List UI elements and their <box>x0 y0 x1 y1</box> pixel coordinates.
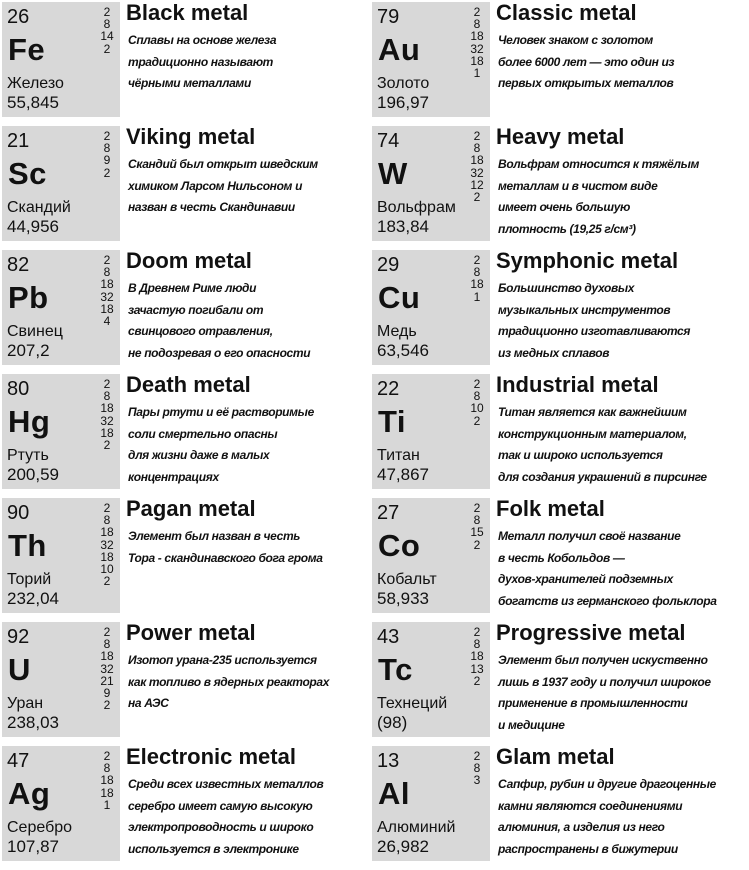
description-line: более 6000 лет — это один из <box>498 54 675 69</box>
atomic-mass: 238,03 <box>7 713 59 732</box>
description-line: Титан является как важнейшим <box>498 405 687 419</box>
shell-value: 2 <box>473 190 481 205</box>
shell-value: 8 <box>473 637 481 652</box>
element-name: Уран <box>7 695 44 712</box>
genre-title: Power metal <box>126 620 256 645</box>
atomic-number: 92 <box>7 626 30 648</box>
description-line: так и широко используется <box>498 448 663 462</box>
shell-value: 2 <box>103 377 111 391</box>
element-tile <box>2 126 120 241</box>
shell-value: 2 <box>473 5 481 19</box>
element-symbol: Fe <box>8 32 46 67</box>
electron-shells <box>468 254 486 303</box>
description-line: распространены в бижутерии <box>498 841 678 856</box>
electron-shells <box>98 6 116 55</box>
shell-value: 2 <box>103 5 111 19</box>
entry-power-metal <box>2 622 374 746</box>
element-symbol: Hg <box>8 404 51 439</box>
genre-title: Electronic metal <box>126 744 296 769</box>
shell-value: 8 <box>103 637 111 652</box>
electron-shells <box>468 750 486 787</box>
element-name: Медь <box>377 323 417 340</box>
electron-shells <box>468 502 486 551</box>
shell-value: 1 <box>473 66 481 81</box>
genre-description <box>128 526 323 569</box>
genre-description <box>498 154 699 240</box>
genre-title: Pagan metal <box>126 496 256 521</box>
atomic-mass: 232,04 <box>7 589 59 608</box>
element-name: Золото <box>377 75 430 92</box>
atomic-number: 82 <box>7 254 30 276</box>
atomic-number: 47 <box>7 750 30 772</box>
shell-value: 18 <box>470 53 484 68</box>
shell-value: 2 <box>103 749 111 763</box>
shell-value: 18 <box>470 29 484 44</box>
entry-viking-metal <box>2 126 374 250</box>
genre-title: Heavy metal <box>496 124 625 149</box>
shell-value: 9 <box>103 686 111 701</box>
description-line: Металл получил своё название <box>498 529 681 543</box>
shell-value: 1 <box>473 289 481 304</box>
shell-value: 4 <box>103 314 111 329</box>
description-line: первых открытых металлов <box>498 76 674 90</box>
element-name: Ртуть <box>7 447 49 464</box>
shell-value: 18 <box>470 153 484 168</box>
electron-shells <box>98 626 116 711</box>
atomic-number: 80 <box>7 378 30 400</box>
description-line: конструкционным материалом, <box>498 426 687 441</box>
entry-death-metal <box>2 374 374 498</box>
genre-description <box>498 650 711 736</box>
description-line: алюминия, а изделия из него <box>498 820 665 834</box>
genre-title: Classic metal <box>496 0 637 25</box>
shell-value: 8 <box>103 141 111 156</box>
atomic-mass: 55,845 <box>7 93 59 112</box>
shell-value: 1 <box>103 797 111 812</box>
description-line: в честь Кобольдов — <box>498 550 625 565</box>
shell-value: 2 <box>473 253 481 267</box>
shell-value: 8 <box>103 389 111 404</box>
atomic-mass: (98) <box>377 713 408 732</box>
shell-value: 8 <box>103 761 111 776</box>
entry-electronic-metal <box>2 746 374 870</box>
element-tile <box>2 622 120 737</box>
shell-value: 2 <box>103 129 111 143</box>
description-line: Человек знаком с золотом <box>498 33 653 47</box>
electron-shells <box>468 6 486 79</box>
genre-description <box>498 278 690 364</box>
element-name: Серебро <box>7 819 73 836</box>
electron-shells <box>98 378 116 451</box>
shell-value: 8 <box>473 761 481 776</box>
shell-value: 2 <box>103 438 111 453</box>
element-symbol: Ag <box>8 776 51 811</box>
description-line: электропроводность и широко <box>128 820 314 834</box>
description-line: духов-хранителей подземных <box>498 572 673 586</box>
electron-shells <box>468 626 486 687</box>
shell-value: 13 <box>470 661 484 676</box>
genre-title: Black metal <box>126 0 249 25</box>
atomic-number: 43 <box>377 626 400 648</box>
element-symbol: Tc <box>378 652 413 687</box>
description-line: Скандий был открыт шведским <box>128 157 318 171</box>
entry-classic-metal <box>372 2 744 126</box>
entry-glam-metal <box>372 746 744 870</box>
shell-value: 18 <box>470 649 484 664</box>
genre-title: Symphonic metal <box>496 248 679 273</box>
element-symbol: Al <box>378 776 410 811</box>
shell-value: 32 <box>100 537 114 552</box>
description-line: и медицине <box>498 717 565 732</box>
shell-value: 32 <box>100 661 114 676</box>
element-name: Алюминий <box>377 819 456 836</box>
electron-shells <box>98 130 116 179</box>
genre-description <box>498 774 716 860</box>
entry-pagan-metal <box>2 498 374 622</box>
shell-value: 8 <box>473 513 481 528</box>
atomic-number: 74 <box>377 130 400 152</box>
shell-value: 18 <box>100 549 114 564</box>
genre-title: Doom metal <box>126 248 252 273</box>
element-tile <box>2 2 120 117</box>
genre-title: Progressive metal <box>496 620 686 645</box>
electron-shells <box>98 502 116 587</box>
shell-value: 2 <box>473 377 481 391</box>
shell-value: 32 <box>100 289 114 304</box>
shell-value: 32 <box>470 165 484 180</box>
genre-description <box>498 402 707 488</box>
description-line: Большинство духовых <box>498 281 635 295</box>
description-line: Изотоп урана-235 используется <box>128 653 317 667</box>
genre-title: Glam metal <box>496 744 615 769</box>
atomic-number: 26 <box>7 6 30 28</box>
element-symbol: W <box>378 156 408 191</box>
shell-value: 2 <box>103 625 111 639</box>
entry-heavy-metal <box>372 126 744 250</box>
element-tile <box>372 498 490 613</box>
shell-value: 2 <box>473 625 481 639</box>
element-tile <box>2 746 120 861</box>
shell-value: 18 <box>100 649 114 664</box>
element-tile <box>372 2 490 117</box>
atomic-mass: 26,982 <box>377 837 429 856</box>
description-line: Сапфир, рубин и другие драгоценные <box>498 777 716 791</box>
element-tile <box>2 374 120 489</box>
element-name: Титан <box>377 447 420 464</box>
element-name: Свинец <box>7 323 63 340</box>
shell-value: 2 <box>103 165 111 180</box>
description-line: Сплавы на основе железа <box>128 33 277 47</box>
atomic-mass: 183,84 <box>377 217 429 236</box>
entry-doom-metal <box>2 250 374 374</box>
description-line: имеет очень большую <box>498 200 631 214</box>
atomic-number: 79 <box>377 6 400 28</box>
entry-progressive-metal <box>372 622 744 746</box>
element-symbol: Ti <box>378 404 406 439</box>
shell-value: 8 <box>473 389 481 404</box>
element-symbol: Th <box>8 528 47 563</box>
shell-value: 2 <box>473 673 481 688</box>
description-line: Тора - скандинавского бога грома <box>128 550 323 565</box>
description-line: Среди всех известных металлов <box>128 777 324 791</box>
element-name: Железо <box>7 75 64 92</box>
description-line: химиком Ларсом Нильсоном и <box>128 178 303 193</box>
description-line: назван в честь Скандинавии <box>128 200 295 214</box>
shell-value: 18 <box>100 773 114 788</box>
genre-description <box>498 30 674 95</box>
description-line: Элемент был назван в честь <box>128 529 301 543</box>
element-name: Скандий <box>7 199 71 216</box>
atomic-mass: 58,933 <box>377 589 429 608</box>
shell-value: 21 <box>100 673 114 688</box>
shell-value: 18 <box>100 277 114 292</box>
shell-value: 18 <box>100 785 114 800</box>
element-name: Кобальт <box>377 571 437 588</box>
element-tile <box>372 746 490 861</box>
description-line: Элемент был получен искуственно <box>498 653 708 667</box>
genre-description <box>128 650 329 715</box>
element-symbol: Co <box>378 528 421 563</box>
shell-value: 14 <box>100 29 114 44</box>
description-line: серебро имеет самую высокую <box>128 798 313 813</box>
description-line: свинцового отравления, <box>128 324 273 338</box>
description-line: металлам и в чистом виде <box>498 178 658 193</box>
shell-value: 9 <box>103 153 111 168</box>
shell-value: 2 <box>473 537 481 552</box>
atomic-mass: 207,2 <box>7 341 50 360</box>
shell-value: 2 <box>103 41 111 56</box>
genre-description <box>498 526 717 612</box>
genre-title: Industrial metal <box>496 372 659 397</box>
genre-title: Viking metal <box>126 124 256 149</box>
description-line: применение в промышленности <box>498 696 688 710</box>
description-line: концентрациях <box>128 469 219 484</box>
genre-title: Folk metal <box>496 496 605 521</box>
genre-title: Death metal <box>126 372 251 397</box>
element-tile <box>372 126 490 241</box>
atomic-mass: 44,956 <box>7 217 59 236</box>
atomic-number: 22 <box>377 378 400 400</box>
shell-value: 2 <box>103 698 111 713</box>
genre-description <box>128 154 318 219</box>
element-tile <box>2 498 120 613</box>
atomic-number: 90 <box>7 502 30 524</box>
description-line: Вольфрам относится к тяжёлым <box>498 157 700 171</box>
atomic-mass: 63,546 <box>377 341 429 360</box>
description-line: не подозревая о его опасности <box>128 345 311 360</box>
element-symbol: U <box>8 652 31 687</box>
atomic-number: 29 <box>377 254 400 276</box>
shell-value: 2 <box>103 253 111 267</box>
element-tile <box>2 250 120 365</box>
description-line: традиционно называют <box>128 54 273 69</box>
entry-folk-metal <box>372 498 744 622</box>
shell-value: 18 <box>100 301 114 316</box>
atomic-mass: 200,59 <box>7 465 59 484</box>
electron-shells <box>468 378 486 427</box>
shell-value: 2 <box>103 501 111 515</box>
electron-shells <box>98 750 116 811</box>
shell-value: 2 <box>473 749 481 763</box>
entry-industrial-metal <box>372 374 744 498</box>
atomic-number: 27 <box>377 502 400 524</box>
shell-value: 2 <box>103 574 111 589</box>
atomic-number: 21 <box>7 130 30 152</box>
electron-shells <box>468 130 486 203</box>
description-line: лишь в 1937 году и получил широкое <box>498 674 711 689</box>
entry-symphonic-metal <box>372 250 744 374</box>
element-name: Вольфрам <box>377 199 456 216</box>
genre-description <box>128 278 310 364</box>
description-line: Пары ртути и её растворимые <box>128 405 314 419</box>
description-line: для создания украшений в пирсинге <box>498 469 707 484</box>
description-line: на АЭС <box>128 696 169 710</box>
description-line: плотность (19,25 г/см³) <box>498 221 636 236</box>
shell-value: 8 <box>473 265 481 280</box>
description-line: из медных сплавов <box>498 345 610 360</box>
shell-value: 18 <box>470 277 484 292</box>
atomic-mass: 107,87 <box>7 837 59 856</box>
shell-value: 10 <box>470 401 484 416</box>
description-line: камни являются соединениями <box>498 798 683 813</box>
description-line: для жизни даже в малых <box>128 448 270 462</box>
element-symbol: Cu <box>378 280 421 315</box>
shell-value: 18 <box>100 425 114 440</box>
description-line: как топливо в ядерных реакторах <box>128 674 330 689</box>
description-line: богатств из германского фольклора <box>498 593 717 608</box>
element-symbol: Pb <box>8 280 49 315</box>
element-name: Технеций <box>377 695 448 712</box>
shell-value: 2 <box>473 129 481 143</box>
description-line: зачастую погибали от <box>128 302 264 317</box>
atomic-mass: 196,97 <box>377 93 429 112</box>
shell-value: 8 <box>103 17 111 32</box>
element-tile <box>372 250 490 365</box>
shell-value: 2 <box>473 501 481 515</box>
element-tile <box>372 622 490 737</box>
shell-value: 32 <box>100 413 114 428</box>
shell-value: 18 <box>100 401 114 416</box>
genre-description <box>128 30 276 95</box>
shell-value: 8 <box>473 17 481 32</box>
atomic-mass: 47,867 <box>377 465 429 484</box>
shell-value: 32 <box>470 41 484 56</box>
shell-value: 8 <box>103 265 111 280</box>
description-line: В Древнем Риме люди <box>128 281 257 295</box>
genre-description <box>128 402 314 488</box>
shell-value: 8 <box>473 141 481 156</box>
electron-shells <box>98 254 116 327</box>
element-symbol: Au <box>378 32 421 67</box>
genre-description <box>128 774 323 860</box>
element-name: Торий <box>7 571 52 588</box>
shell-value: 18 <box>100 525 114 540</box>
shell-value: 2 <box>473 413 481 428</box>
description-line: чёрными металлами <box>128 76 251 90</box>
atomic-number: 13 <box>377 750 400 772</box>
element-symbol: Sc <box>8 156 47 191</box>
shell-value: 12 <box>470 177 484 192</box>
entry-black-metal <box>2 2 374 126</box>
shell-value: 15 <box>470 525 484 540</box>
description-line: музыкальных инструментов <box>498 302 671 317</box>
description-line: соли смертельно опасны <box>128 426 278 441</box>
shell-value: 3 <box>473 773 481 788</box>
element-tile <box>372 374 490 489</box>
shell-value: 10 <box>100 562 114 577</box>
description-line: традиционно изготавливаются <box>498 324 691 338</box>
description-line: используется в электронике <box>128 841 299 856</box>
shell-value: 8 <box>103 513 111 528</box>
